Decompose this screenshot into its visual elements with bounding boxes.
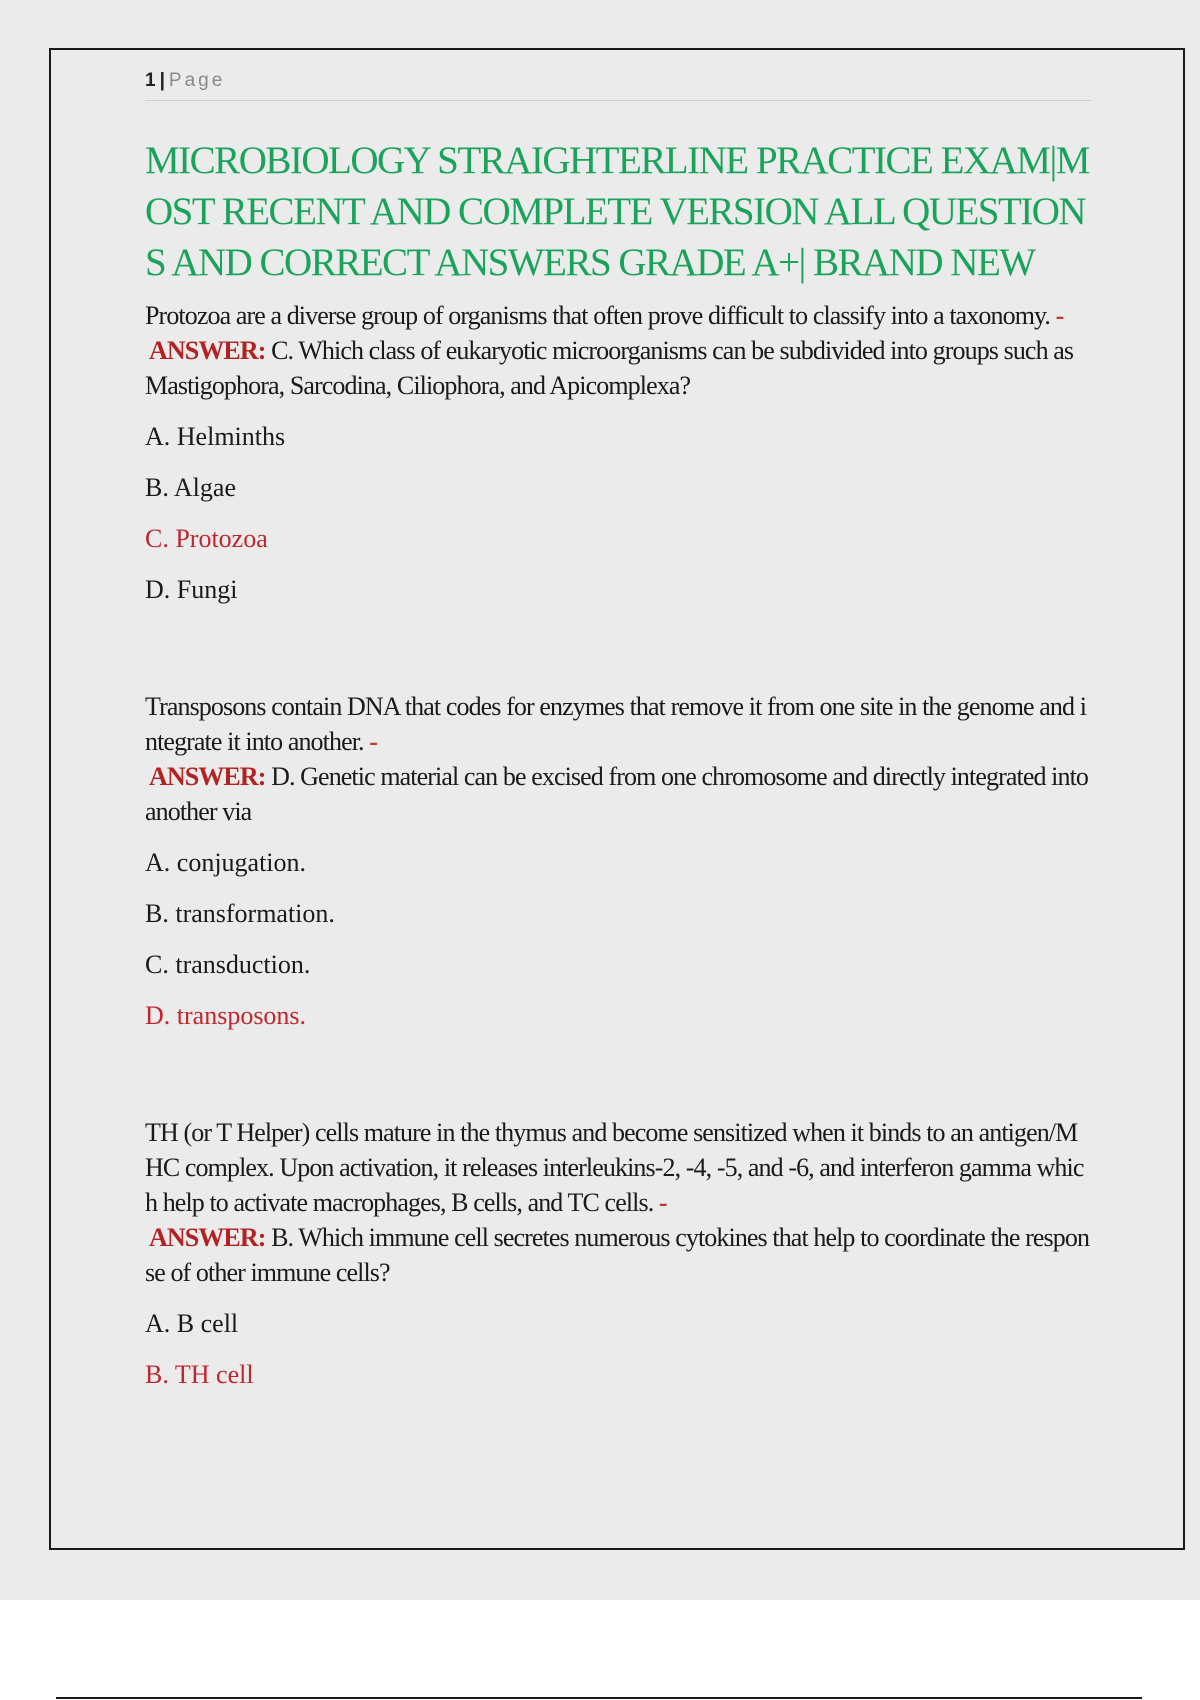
question-statement <box>145 689 1091 759</box>
question-statement <box>145 298 1091 333</box>
answer-label: ANSWER: <box>149 762 266 791</box>
answer-label: ANSWER: <box>149 1223 266 1252</box>
page-word: Page <box>168 70 226 91</box>
answer-line <box>145 333 1091 403</box>
page-separator: | <box>159 70 165 91</box>
option-a: A. Helminths <box>145 422 286 451</box>
statement-dash: - <box>369 727 378 756</box>
option-b: B. transformation. <box>145 899 335 928</box>
option-b-correct: B. TH cell <box>145 1360 254 1389</box>
answer-text: D. Genetic material can be excised from one chromosome and directly integrated into another via <box>145 762 1089 826</box>
document-title: MICROBIOLOGY STRAIGHTERLINE PRACTICE EXAM|MOST RECENT AND COMPLETE VERSION ALL QUESTIONS AND CORRECT ANSWERS GRADE A+| BRAND NEW <box>145 139 1089 284</box>
question-spacer <box>145 623 1091 689</box>
option-d-correct: D. transposons. <box>145 1001 307 1030</box>
option-a: A. conjugation. <box>145 848 307 877</box>
answer-text: B. Which immune cell secretes numerous cytokines that help to coordinate the response of other immune cells? <box>145 1223 1090 1287</box>
statement-text: Protozoa are a diverse group of organisms that often prove difficult to classify into a taxonomy. <box>145 301 1051 330</box>
option-c-correct: C. Protozoa <box>145 524 268 553</box>
question-2 <box>145 689 1091 1033</box>
option-list <box>145 845 1091 1033</box>
option-a: A. B cell <box>145 1309 239 1338</box>
answer-line <box>145 759 1091 829</box>
question-spacer <box>145 1049 1091 1115</box>
question-3 <box>145 1115 1091 1392</box>
statement-dash: - <box>1055 301 1064 330</box>
question-statement <box>145 1115 1091 1220</box>
answer-line <box>145 1220 1091 1290</box>
page-number: 1 <box>145 70 156 91</box>
option-c: C. transduction. <box>145 950 311 979</box>
statement-text: Transposons contain DNA that codes for enzymes that remove it from one site in the genome and integrate it into another. <box>145 692 1087 756</box>
statement-text: TH (or T Helper) cells mature in the thymus and become sensitized when it binds to an antigen/MHC complex. Upon activation, it releases interleukins-2, -4, -5, and -6, and interferon gamma which help to activate macrophages, B cells, and TC cells. <box>145 1118 1084 1217</box>
option-list <box>145 419 1091 607</box>
option-list <box>145 1306 1091 1392</box>
question-1 <box>145 298 1091 607</box>
statement-dash: - <box>658 1188 667 1217</box>
next-page-rule <box>56 1697 1142 1699</box>
page-header <box>145 70 1091 101</box>
answer-text: C. Which class of eukaryotic microorganisms can be subdivided into groups such as Mastigophora, Sarcodina, Ciliophora, and Apicomplexa? <box>145 336 1074 400</box>
option-d: D. Fungi <box>145 575 238 604</box>
page-content <box>145 70 1091 1408</box>
answer-label: ANSWER: <box>149 336 266 365</box>
option-b: B. Algae <box>145 473 236 502</box>
